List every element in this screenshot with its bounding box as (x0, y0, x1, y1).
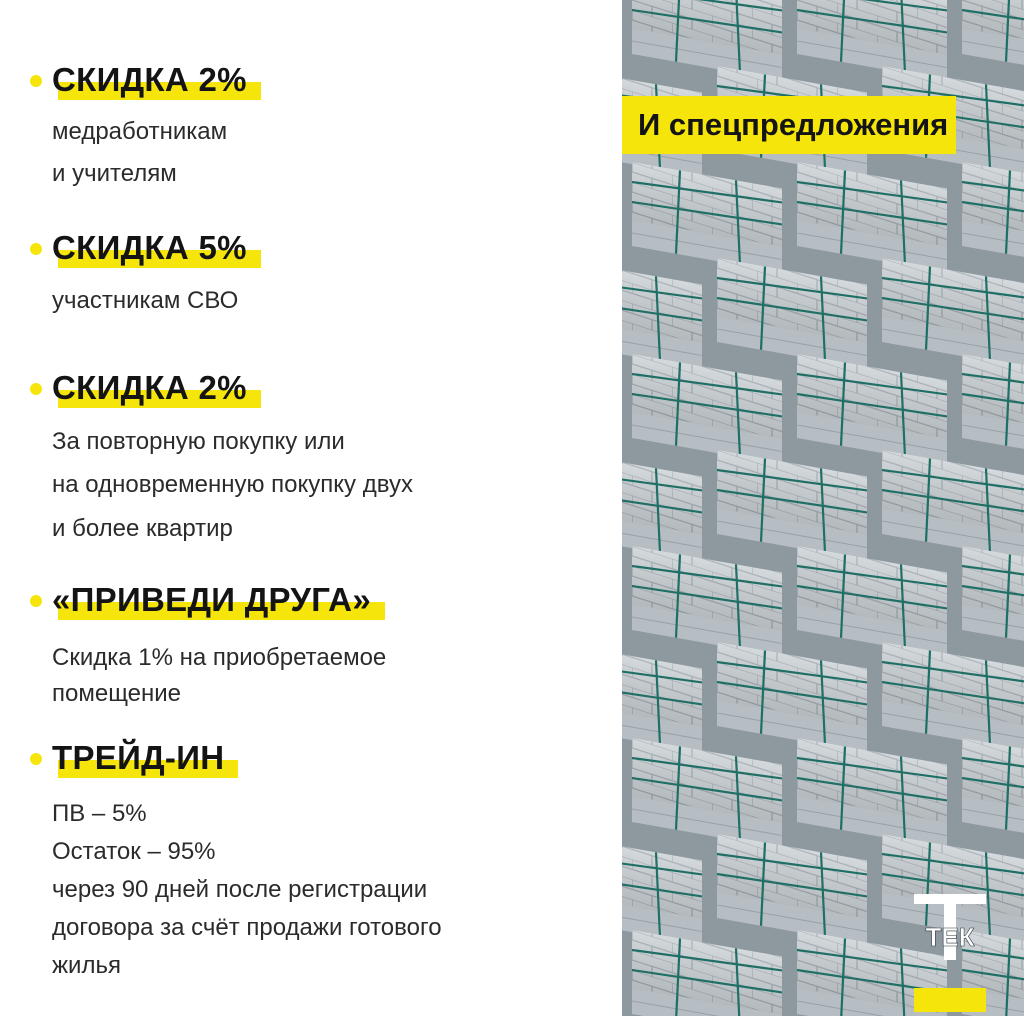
bullet-dot (30, 243, 42, 255)
offer-line: на одновременную покупку двух (52, 471, 413, 498)
offer-line: ПВ – 5% (52, 800, 147, 827)
offer-title: ТРЕЙД-ИН (52, 738, 224, 778)
bullet-dot (30, 75, 42, 87)
offer-line: участникам СВО (52, 287, 239, 314)
bullet-dot (30, 595, 42, 607)
offer-title: «ПРИВЕДИ ДРУГА» (52, 580, 371, 620)
logo-letters: ТЕК (925, 922, 975, 952)
offer-line: Остаток – 95% (52, 838, 216, 865)
offer-line: договора за счёт продажи готового (52, 914, 442, 941)
offer-line: через 90 дней после регистрации (52, 876, 428, 903)
offer-line: помещение (52, 680, 182, 707)
banner-text: И спецпредложения (638, 107, 949, 142)
offer-line: Скидка 1% на приобретаемое (52, 644, 387, 671)
bullet-dot (30, 383, 42, 395)
offer-line: и учителям (52, 160, 177, 187)
offer-title: СКИДКА 5% (52, 228, 247, 268)
offer-title: СКИДКА 2% (52, 368, 247, 408)
offer-line: За повторную покупку или (52, 428, 345, 455)
bullet-dot (30, 753, 42, 765)
offer-line: и более квартир (52, 515, 233, 542)
offer-line: жилья (52, 952, 121, 979)
offer-line: медработникам (52, 118, 228, 145)
special-offers-banner (622, 96, 956, 154)
logo-mark (912, 890, 988, 1014)
offer-title: СКИДКА 2% (52, 60, 247, 100)
tek-logo (912, 890, 988, 1014)
